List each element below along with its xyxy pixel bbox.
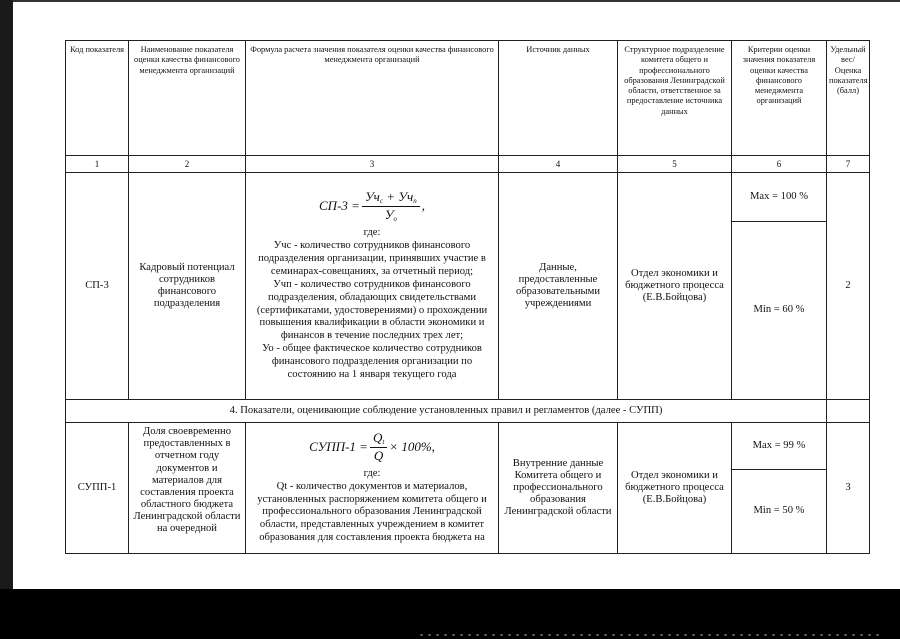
row-supp1-code: СУПП-1 xyxy=(66,423,129,554)
col-number: 6 xyxy=(732,156,827,173)
col-number: 3 xyxy=(246,156,499,173)
col-number: 1 xyxy=(66,156,129,173)
section-title: 4. Показатели, оценивающие соблюдение установленных правил и регламентов (далее - СУПП) xyxy=(66,400,827,423)
supp1-formula-description xyxy=(248,468,496,546)
sp3-formula-lhs: СП-3 = xyxy=(319,198,360,213)
section-empty xyxy=(827,400,870,423)
row-sp3-source: Данные, предоставленные образовательными учреждениями xyxy=(499,173,618,400)
row-sp3-code: СП-3 xyxy=(66,173,129,400)
sp3-formula-tail: , xyxy=(421,198,425,213)
supp1-formula-denominator: Q xyxy=(373,447,384,463)
row-supp1-unit: Отдел экономики и бюджетного процесса (Е.В.Бойцова) xyxy=(618,423,732,554)
header-formula: Формула расчета значения показателя оценки качества финансового менеджмента организаций xyxy=(246,41,499,156)
sp3-formula-fraction xyxy=(362,190,420,223)
row-supp1-name: Доля своевременно предоставленных в отчетном году документов и материалов для составления проекта областного бюджета Ленинградской области на очередной xyxy=(129,423,246,554)
col-number: 2 xyxy=(129,156,246,173)
col-number: 4 xyxy=(499,156,618,173)
supp1-num: Q xyxy=(372,429,383,445)
supp1-desc-1: Qt - количество документов и материалов, установленных распоряжением комитета общего и профессионального образования Ленинградской области, представленных учреждением в комитет образования для составления проекта бюджета на xyxy=(257,480,487,544)
supp1-formula-lhs: СУПП-1 = xyxy=(309,438,368,454)
supp1-num-sub: t xyxy=(382,437,385,446)
header-row xyxy=(66,41,870,156)
row-supp1-formula xyxy=(246,423,499,554)
criteria-table xyxy=(65,40,870,554)
row-supp1-max: Max = 99 % xyxy=(732,423,827,470)
row-supp1-min: Min = 50 % xyxy=(732,470,827,554)
column-number-row xyxy=(66,156,870,173)
sp3-formula-denominator xyxy=(382,207,400,223)
supp1-formula-numerator xyxy=(370,431,387,448)
row-sp3-unit: Отдел экономики и бюджетного процесса (Е.В.Бойцова) xyxy=(618,173,732,400)
supp1-formula-tail: × 100%, xyxy=(389,438,435,454)
sp3-desc-2: Учп - количество сотрудников финансового подразделения, обладающих свидетельствами (сертификатами, удостоверениями) о прохождении повышения квалификации в области экономики и финансов в течение последних трех лет; xyxy=(256,278,488,342)
scan-edge-top xyxy=(0,0,900,2)
sp3-plus: + xyxy=(386,188,396,204)
sp3-num-a-sub: с xyxy=(379,196,383,205)
row-sp3-formula xyxy=(246,173,499,400)
row-supp1 xyxy=(66,423,870,470)
sp3-formula-expression xyxy=(248,190,496,223)
col-number: 5 xyxy=(618,156,732,173)
row-supp1-source: Внутренние данные Комитета общего и профессионального образования Ленинградской области xyxy=(499,423,618,554)
header-source: Источник данных xyxy=(499,41,618,156)
row-sp3-min: Min = 60 % xyxy=(732,222,827,400)
row-sp3-name: Кадровый потенциал сотрудников финансового подразделения xyxy=(129,173,246,400)
row-supp1-weight: 3 xyxy=(827,423,870,554)
section-row xyxy=(66,400,870,423)
scan-edge-bottom xyxy=(0,589,900,639)
supp1-formula-fraction xyxy=(370,431,387,464)
header-unit: Структурное подразделение комитета общего и профессионального образования Ленинградской области, ответственное за предоставление источника данных xyxy=(618,41,732,156)
header-name: Наименование показателя оценки качества финансового менеджмента организаций xyxy=(129,41,246,156)
supp1-where: где: xyxy=(363,467,381,479)
col-number: 7 xyxy=(827,156,870,173)
scan-edge-left xyxy=(0,0,13,639)
sp3-den: У xyxy=(384,206,394,222)
row-sp3-weight: 2 xyxy=(827,173,870,400)
header-criteria: Критерии оценки значения показателя оценки качества финансового менеджмента организаций xyxy=(732,41,827,156)
sp3-formula-numerator xyxy=(362,190,420,207)
sp3-where: где: xyxy=(363,227,381,239)
sp3-formula-description xyxy=(248,227,496,382)
sp3-desc-3: Уо - общее фактическое количество сотрудников финансового подразделения организации по состоянию на 1 января текущего года xyxy=(262,343,482,381)
supp1-formula-expression xyxy=(248,431,496,464)
sp3-num-a: Уч xyxy=(364,188,380,204)
scan-artifact-strip xyxy=(420,634,880,636)
row-sp3 xyxy=(66,173,870,222)
header-code: Код показателя xyxy=(66,41,129,156)
row-sp3-max: Max = 100 % xyxy=(732,173,827,222)
sp3-desc-1: Учс - количество сотрудников финансового подразделения организации, принявших участие в семинарах-совещаниях, за отчетный период; xyxy=(258,239,486,277)
sp3-num-b: Уч xyxy=(398,188,414,204)
sp3-den-sub: о xyxy=(393,214,397,223)
header-weight: Удельный вес/Оценка показателя (балл) xyxy=(827,41,870,156)
sp3-num-b-sub: п xyxy=(413,196,417,205)
